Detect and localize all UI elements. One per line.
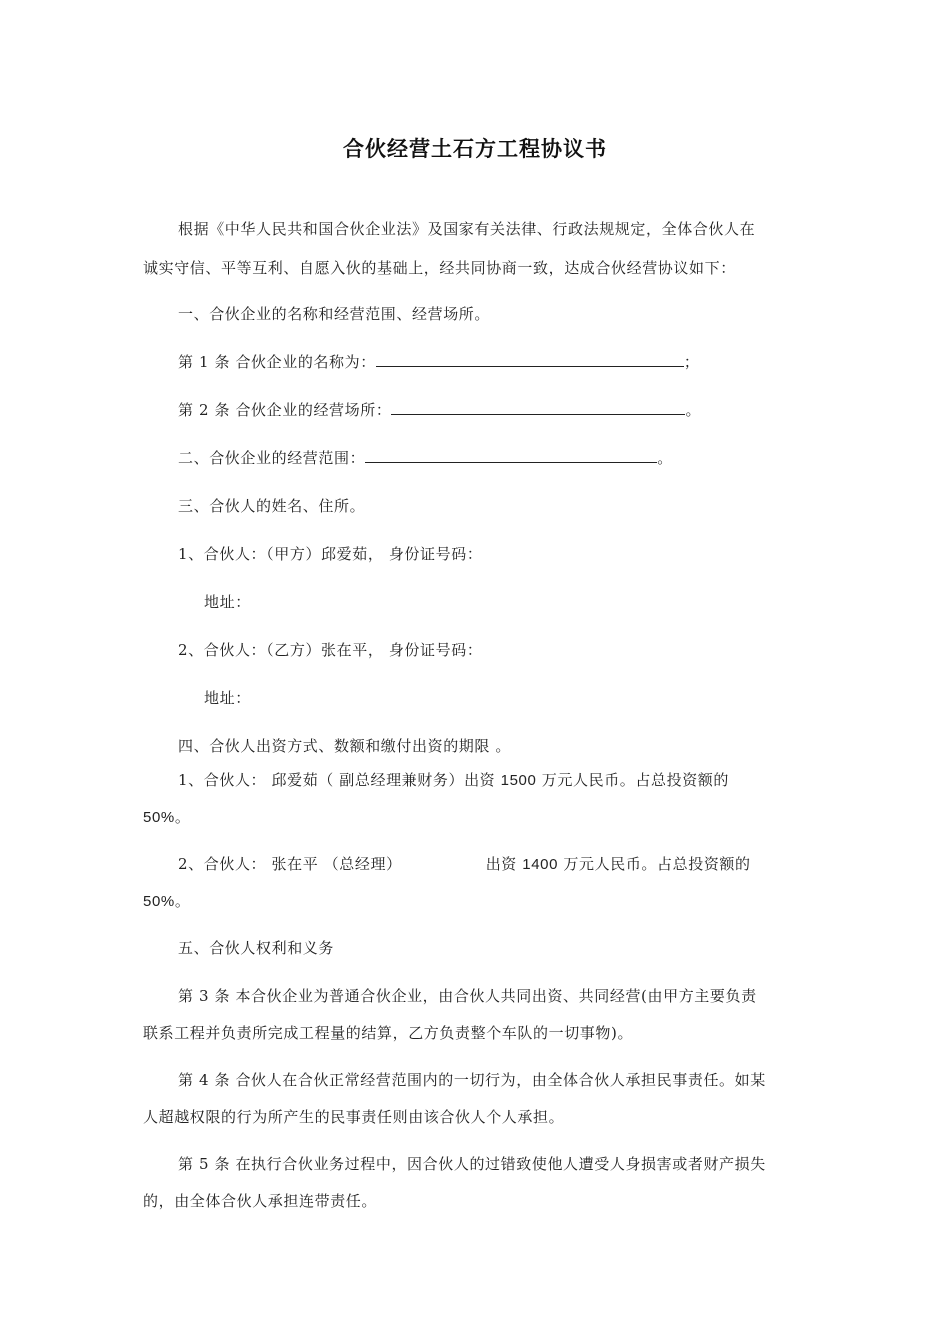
intro-line-1: 根据《中华人民共和国合伙企业法》及国家有关法律、行政法规规定，全体合伙人在 <box>178 220 756 238</box>
contribution-2 <box>178 853 751 874</box>
article-4-line-2: 人超越权限的行为所产生的民事责任则由该合伙人个人承担。 <box>143 1108 565 1126</box>
article-4-line-1: 第 4 条 合伙人在合伙正常经营范围内的一切行为，由全体合伙人承担民事责任。如某 <box>178 1071 766 1089</box>
contribution-1 <box>178 769 729 790</box>
contribution-2-percent-line <box>143 890 190 911</box>
section-2-end: 。 <box>657 449 673 467</box>
partner-2-address: 地址： <box>204 689 251 707</box>
article-1-blank <box>376 352 684 367</box>
contribution-2-end: 。 <box>174 892 191 910</box>
contribution-2-text-a: 2、合伙人： 张在平 （总经理） <box>178 855 402 873</box>
article-2 <box>178 399 701 420</box>
section-2-blank <box>365 448 657 463</box>
section-3-heading: 三、合伙人的姓名、住所。 <box>178 497 366 515</box>
section-1-heading: 一、合伙企业的名称和经营范围、经营场所。 <box>178 305 491 323</box>
contribution-2-text-b: 出资 <box>485 855 523 873</box>
intro-line-2: 诚实守信、平等互利、自愿入伙的基础上，经共同协商一致，达成合伙经营协议如下： <box>143 259 736 277</box>
section-2-label: 二、合伙企业的经营范围： <box>178 449 366 467</box>
partner-1-line: 1、合伙人：（甲方）邱爱茹， 身份证号码： <box>178 545 483 563</box>
contribution-1-text-a: 1、合伙人： 邱爱茹（ 副总经理兼财务）出资 <box>178 771 501 789</box>
section-5-heading: 五、合伙人权利和义务 <box>178 939 335 957</box>
contribution-1-percent: 50% <box>143 809 175 826</box>
article-1-label: 第 1 条 合伙企业的名称为： <box>178 353 376 371</box>
article-1-end: ； <box>683 353 700 371</box>
article-3-line-2: 联系工程并负责所完成工程量的结算，乙方负责整个车队的一切事物)。 <box>143 1024 634 1042</box>
contribution-2-text-c: 万元人民币。占总投资额的 <box>558 855 751 873</box>
article-2-label: 第 2 条 合伙企业的经营场所： <box>178 401 392 419</box>
partner-1-address: 地址： <box>204 593 251 611</box>
document-title: 合伙经营土石方工程协议书 <box>343 136 607 161</box>
section-2 <box>178 447 673 468</box>
article-5-line-2: 的，由全体合伙人承担连带责任。 <box>143 1192 378 1210</box>
article-2-blank <box>391 400 685 415</box>
contribution-1-percent-line <box>143 806 190 827</box>
article-1 <box>178 351 699 372</box>
contribution-1-amount: 1500 <box>500 772 537 789</box>
partner-2-line: 2、合伙人：（乙方）张在平， 身份证号码： <box>178 641 483 659</box>
article-3-line-1: 第 3 条 本合伙企业为普通合伙企业，由合伙人共同出资、共同经营(由甲方主要负责 <box>178 987 757 1005</box>
contribution-2-amount: 1400 <box>522 856 559 873</box>
article-5-line-1: 第 5 条 在执行合伙业务过程中，因合伙人的过错致使他人遭受人身损害或者财产损失 <box>178 1155 766 1173</box>
section-4-heading: 四、合伙人出资方式、数额和缴付出资的期限 。 <box>178 737 511 755</box>
contribution-1-end: 。 <box>174 808 191 826</box>
contribution-1-text-b: 万元人民币。占总投资额的 <box>536 771 730 789</box>
contribution-2-percent: 50% <box>143 893 175 910</box>
article-2-end: 。 <box>685 401 702 419</box>
